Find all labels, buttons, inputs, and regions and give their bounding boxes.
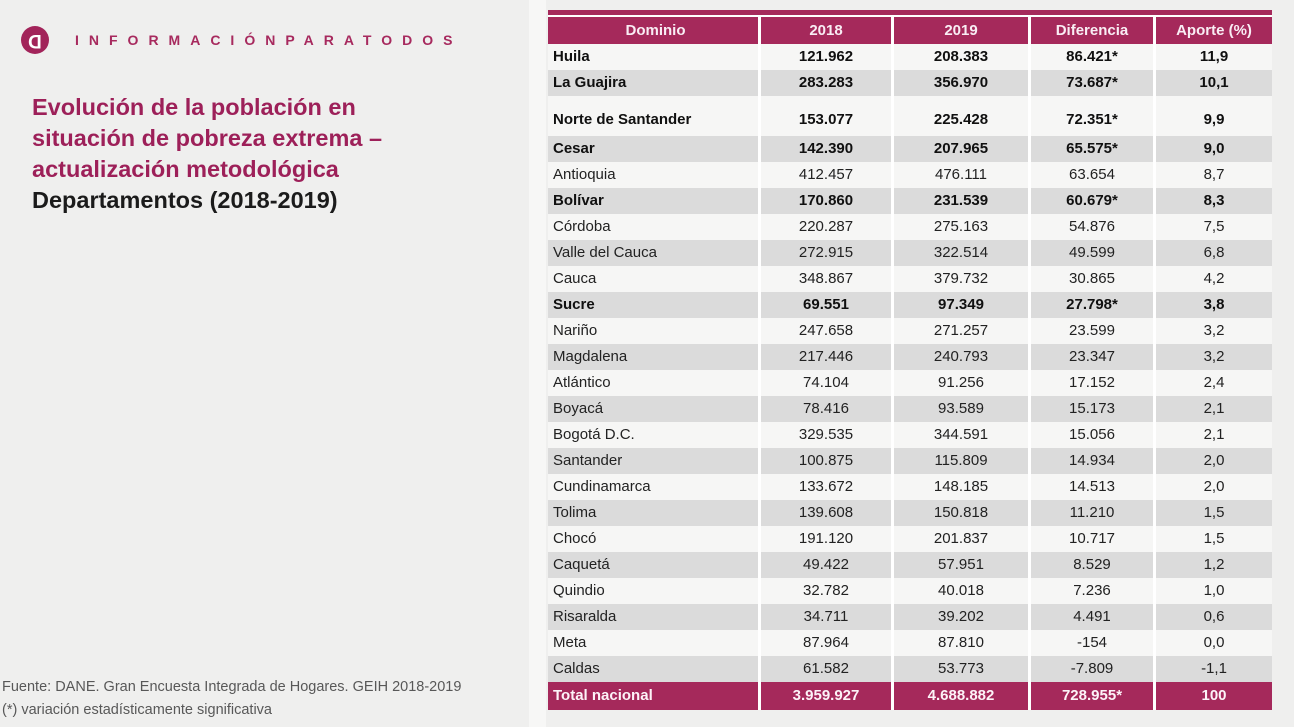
- cell-2018: 283.283: [761, 70, 891, 96]
- cell-2018: 247.658: [761, 318, 891, 344]
- poverty-table: [548, 10, 1272, 710]
- cell-dominio: Cesar: [548, 136, 758, 162]
- cell-2019: 225.428: [894, 96, 1028, 136]
- cell-2019: 476.111: [894, 162, 1028, 188]
- cell-dominio: Tolima: [548, 500, 758, 526]
- cell-diferencia: 14.934: [1031, 448, 1153, 474]
- total-cell-2019: 4.688.882: [894, 682, 1028, 710]
- table-row: [548, 44, 1272, 70]
- cell-2018: 78.416: [761, 396, 891, 422]
- header-cell-aporte: Aporte (%): [1156, 17, 1272, 44]
- cell-aporte: 2,1: [1156, 396, 1272, 422]
- total-cell-2018: 3.959.927: [761, 682, 891, 710]
- title-line-1: Evolución de la población en: [32, 94, 356, 120]
- cell-2019: 231.539: [894, 188, 1028, 214]
- cell-2019: 40.018: [894, 578, 1028, 604]
- cell-2018: 191.120: [761, 526, 891, 552]
- cell-diferencia: 73.687*: [1031, 70, 1153, 96]
- cell-diferencia: 15.056: [1031, 422, 1153, 448]
- title-line-2: situación de pobreza extrema –: [32, 125, 383, 151]
- cell-2018: 142.390: [761, 136, 891, 162]
- cell-2018: 220.287: [761, 214, 891, 240]
- cell-diferencia: 11.210: [1031, 500, 1153, 526]
- cell-dominio: La Guajira: [548, 70, 758, 96]
- cell-aporte: 9,0: [1156, 136, 1272, 162]
- cell-2019: 240.793: [894, 344, 1028, 370]
- cell-aporte: 1,0: [1156, 578, 1272, 604]
- cell-diferencia: 72.351*: [1031, 96, 1153, 136]
- cell-aporte: 3,2: [1156, 344, 1272, 370]
- cell-aporte: 6,8: [1156, 240, 1272, 266]
- cell-dominio: Valle del Cauca: [548, 240, 758, 266]
- cell-dominio: Sucre: [548, 292, 758, 318]
- cell-diferencia: -154: [1031, 630, 1153, 656]
- cell-2019: 97.349: [894, 292, 1028, 318]
- cell-2018: 100.875: [761, 448, 891, 474]
- cell-aporte: 0,0: [1156, 630, 1272, 656]
- cell-2019: 322.514: [894, 240, 1028, 266]
- cell-2018: 412.457: [761, 162, 891, 188]
- cell-diferencia: 86.421*: [1031, 44, 1153, 70]
- table-row: [548, 396, 1272, 422]
- cell-diferencia: 27.798*: [1031, 292, 1153, 318]
- cell-aporte: 3,8: [1156, 292, 1272, 318]
- cell-aporte: 11,9: [1156, 44, 1272, 70]
- cell-diferencia: 65.575*: [1031, 136, 1153, 162]
- cell-diferencia: 14.513: [1031, 474, 1153, 500]
- total-cell-aporte: 100: [1156, 682, 1272, 710]
- cell-2018: 121.962: [761, 44, 891, 70]
- cell-aporte: 8,3: [1156, 188, 1272, 214]
- cell-aporte: 1,5: [1156, 526, 1272, 552]
- cell-aporte: 3,2: [1156, 318, 1272, 344]
- cell-2019: 201.837: [894, 526, 1028, 552]
- cell-2018: 69.551: [761, 292, 891, 318]
- cell-2019: 115.809: [894, 448, 1028, 474]
- cell-aporte: 1,5: [1156, 500, 1272, 526]
- cell-dominio: Cauca: [548, 266, 758, 292]
- cell-2019: 87.810: [894, 630, 1028, 656]
- cell-2018: 272.915: [761, 240, 891, 266]
- cell-2018: 153.077: [761, 96, 891, 136]
- cell-aporte: 1,2: [1156, 552, 1272, 578]
- table-row: [548, 552, 1272, 578]
- cell-diferencia: 15.173: [1031, 396, 1153, 422]
- cell-2019: 53.773: [894, 656, 1028, 682]
- table-row: [548, 630, 1272, 656]
- cell-dominio: Magdalena: [548, 344, 758, 370]
- cell-diferencia: 17.152: [1031, 370, 1153, 396]
- title-line-3: actualización metodológica: [32, 156, 339, 182]
- dane-logo-icon: [21, 26, 49, 54]
- table-row: [548, 240, 1272, 266]
- cell-diferencia: 63.654: [1031, 162, 1153, 188]
- cell-dominio: Risaralda: [548, 604, 758, 630]
- table-row: [548, 526, 1272, 552]
- panel-divider-strip: [529, 0, 546, 727]
- cell-dominio: Nariño: [548, 318, 758, 344]
- cell-dominio: Quindio: [548, 578, 758, 604]
- cell-dominio: Antioquia: [548, 162, 758, 188]
- cell-2019: 344.591: [894, 422, 1028, 448]
- cell-2018: 49.422: [761, 552, 891, 578]
- cell-2018: 139.608: [761, 500, 891, 526]
- cell-2019: 57.951: [894, 552, 1028, 578]
- table-row: [548, 292, 1272, 318]
- cell-aporte: 7,5: [1156, 214, 1272, 240]
- cell-2019: 39.202: [894, 604, 1028, 630]
- table-row: [548, 136, 1272, 162]
- brand-header: [21, 25, 462, 55]
- cell-2018: 74.104: [761, 370, 891, 396]
- logo-d-glyph: D: [28, 29, 42, 51]
- cell-aporte: 8,7: [1156, 162, 1272, 188]
- cell-dominio: Bolívar: [548, 188, 758, 214]
- cell-2019: 379.732: [894, 266, 1028, 292]
- table-row: [548, 370, 1272, 396]
- cell-2019: 208.383: [894, 44, 1028, 70]
- table-row: [548, 266, 1272, 292]
- table-row: [548, 500, 1272, 526]
- table-row: [548, 70, 1272, 96]
- header-cell-2019: 2019: [894, 17, 1028, 44]
- cell-aporte: -1,1: [1156, 656, 1272, 682]
- cell-2019: 150.818: [894, 500, 1028, 526]
- table-row: [548, 656, 1272, 682]
- cell-aporte: 2,0: [1156, 448, 1272, 474]
- cell-aporte: 10,1: [1156, 70, 1272, 96]
- cell-dominio: Meta: [548, 630, 758, 656]
- cell-2018: 61.582: [761, 656, 891, 682]
- table-row: [548, 578, 1272, 604]
- table-row: [548, 162, 1272, 188]
- cell-dominio: Cundinamarca: [548, 474, 758, 500]
- cell-2019: 275.163: [894, 214, 1028, 240]
- cell-dominio: Atlántico: [548, 370, 758, 396]
- cell-2019: 207.965: [894, 136, 1028, 162]
- cell-diferencia: 4.491: [1031, 604, 1153, 630]
- page-title: [32, 92, 502, 216]
- cell-dominio: Caldas: [548, 656, 758, 682]
- cell-aporte: 2,4: [1156, 370, 1272, 396]
- cell-dominio: Córdoba: [548, 214, 758, 240]
- table-row: [548, 96, 1272, 136]
- table-row: [548, 422, 1272, 448]
- table-row: [548, 188, 1272, 214]
- cell-2018: 170.860: [761, 188, 891, 214]
- cell-2018: 34.711: [761, 604, 891, 630]
- cell-aporte: 2,0: [1156, 474, 1272, 500]
- cell-2018: 87.964: [761, 630, 891, 656]
- cell-aporte: 0,6: [1156, 604, 1272, 630]
- header-cell-dominio: Dominio: [548, 17, 758, 44]
- brand-wordmark: INFORMACIÓNPARATODOS: [75, 32, 463, 48]
- table-row: [548, 604, 1272, 630]
- cell-diferencia: 7.236: [1031, 578, 1153, 604]
- cell-dominio: Caquetá: [548, 552, 758, 578]
- cell-2019: 93.589: [894, 396, 1028, 422]
- cell-diferencia: 23.599: [1031, 318, 1153, 344]
- table-body: [548, 44, 1272, 682]
- cell-diferencia: 49.599: [1031, 240, 1153, 266]
- table-row: [548, 214, 1272, 240]
- cell-dominio: Boyacá: [548, 396, 758, 422]
- table-row: [548, 448, 1272, 474]
- cell-diferencia: 54.876: [1031, 214, 1153, 240]
- table-header-row: [548, 17, 1272, 44]
- cell-aporte: 4,2: [1156, 266, 1272, 292]
- cell-dominio: Norte de Santander: [548, 96, 758, 136]
- source-note: Fuente: DANE. Gran Encuesta Integrada de Hogares. GEIH 2018-2019: [2, 679, 462, 695]
- cell-2018: 348.867: [761, 266, 891, 292]
- cell-diferencia: 23.347: [1031, 344, 1153, 370]
- cell-2019: 148.185: [894, 474, 1028, 500]
- cell-2019: 356.970: [894, 70, 1028, 96]
- cell-aporte: 2,1: [1156, 422, 1272, 448]
- header-cell-diferencia: Diferencia: [1031, 17, 1153, 44]
- footer-notes: [2, 676, 461, 722]
- title-line-4: Departamentos (2018-2019): [32, 187, 338, 213]
- table-row: [548, 344, 1272, 370]
- cell-diferencia: -7.809: [1031, 656, 1153, 682]
- header-cell-2018: 2018: [761, 17, 891, 44]
- cell-2018: 329.535: [761, 422, 891, 448]
- cell-2018: 32.782: [761, 578, 891, 604]
- cell-2018: 217.446: [761, 344, 891, 370]
- cell-diferencia: 8.529: [1031, 552, 1153, 578]
- table-row: [548, 474, 1272, 500]
- cell-diferencia: 10.717: [1031, 526, 1153, 552]
- cell-dominio: Chocó: [548, 526, 758, 552]
- significance-note: (*) variación estadísticamente significativa: [2, 702, 272, 718]
- cell-2019: 91.256: [894, 370, 1028, 396]
- cell-diferencia: 60.679*: [1031, 188, 1153, 214]
- cell-diferencia: 30.865: [1031, 266, 1153, 292]
- cell-dominio: Bogotá D.C.: [548, 422, 758, 448]
- cell-dominio: Santander: [548, 448, 758, 474]
- table-total-row: [548, 682, 1272, 710]
- cell-2018: 133.672: [761, 474, 891, 500]
- total-cell-label: Total nacional: [548, 682, 758, 710]
- table-top-border: [548, 10, 1272, 15]
- cell-2019: 271.257: [894, 318, 1028, 344]
- total-cell-diferencia: 728.955*: [1031, 682, 1153, 710]
- table-row: [548, 318, 1272, 344]
- cell-dominio: Huila: [548, 44, 758, 70]
- cell-aporte: 9,9: [1156, 96, 1272, 136]
